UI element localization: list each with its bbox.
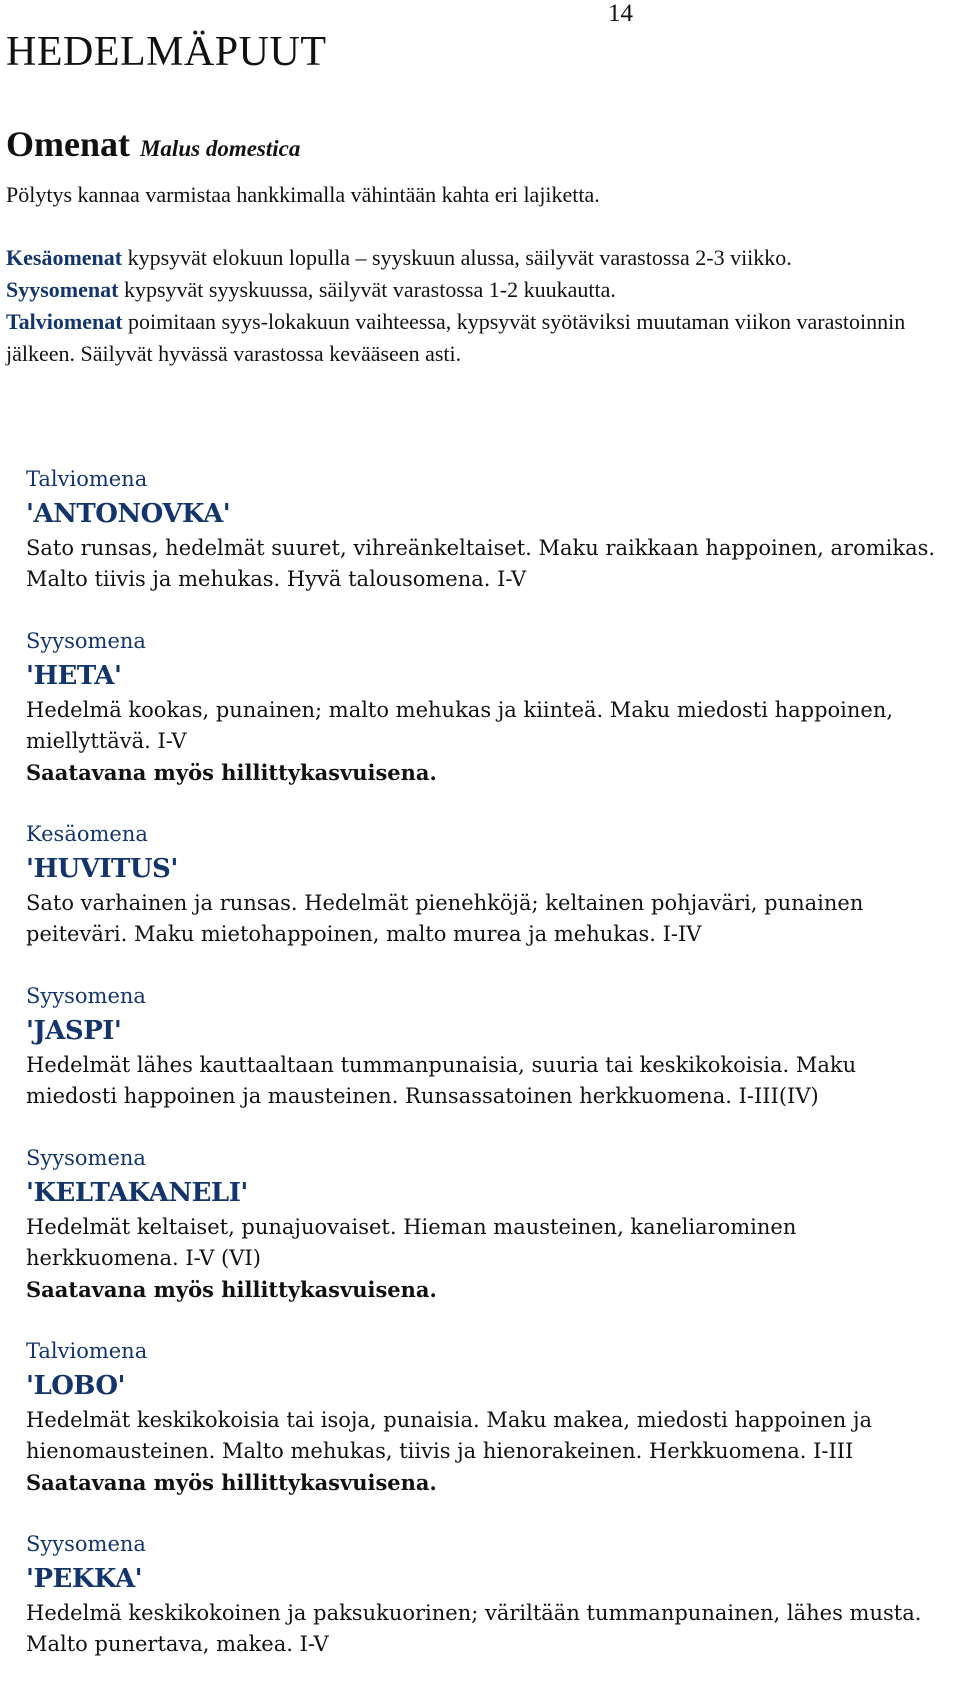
variety-name: 'LOBO' [26,1371,125,1401]
intro-section [6,122,946,370]
variety-availability-note: Saatavana myös hillittykasvuisena. [26,1470,437,1495]
variety-entry [26,625,946,788]
season-text: kypsyvät syyskuussa, säilyvät varastossa 1-2 kuukautta. [118,277,616,302]
section-heading-text: Omenat [6,124,130,164]
variety-entry [26,1142,946,1305]
variety-name: 'JASPI' [26,1016,122,1046]
variety-name: 'ANTONOVKA' [26,499,231,529]
variety-entry [26,818,946,950]
season-note-summer [6,242,946,274]
variety-name: 'HUVITUS' [26,854,178,884]
variety-description: Hedelmä keskikokoinen ja paksukuorinen; väriltään tummanpunainen, lähes musta. Malto punertava, makea. I-V [26,1601,922,1656]
variety-entry [26,980,946,1112]
variety-entry [26,463,946,595]
season-note-autumn [6,274,946,306]
page-title: HEDELMÄPUUT [6,29,327,75]
section-heading [6,122,946,171]
variety-description: Hedelmä kookas, punainen; malto mehukas ja kiinteä. Maku miedosti happoinen, miellyttävä. I-V [26,698,894,753]
variety-description: Hedelmät keltaiset, punajuovaiset. Hieman mausteinen, kaneliarominen herkkuomena. I-V (VI) [26,1215,797,1270]
variety-description: Sato runsas, hedelmät suuret, vihreänkeltaiset. Maku raikkaan happoinen, aromikas. Malto tiivis ja mehukas. Hyvä talousomena. I-V [26,536,936,591]
variety-type: Syysomena [26,1146,146,1170]
variety-description: Hedelmät keskikokoisia tai isoja, punaisia. Maku makea, miedosti happoinen ja hienomausteinen. Malto mehukas, tiivis ja hienorakeinen. Herkkuomena. I-III [26,1408,872,1463]
variety-list [26,463,946,1690]
pollination-note: Pölytys kannaa varmistaa hankkimalla vähintään kahta eri lajiketta. [6,182,600,207]
variety-name: 'HETA' [26,661,122,691]
variety-entry [26,1335,946,1498]
variety-type: Syysomena [26,629,146,653]
variety-type: Talviomena [26,1339,148,1363]
variety-type: Syysomena [26,984,146,1008]
latin-name: Malus domestica [139,136,301,161]
season-term: Kesäomenat [6,245,123,270]
variety-description: Sato varhainen ja runsas. Hedelmät pienehköjä; keltainen pohjaväri, punainen peiteväri. Maku mietohappoinen, malto murea ja mehukas. I-IV [26,891,864,946]
variety-type: Talviomena [26,467,148,491]
variety-type: Kesäomena [26,822,148,846]
season-term: Talviomenat [6,309,123,334]
season-note-winter [6,306,946,370]
variety-description: Hedelmät lähes kauttaaltaan tummanpunaisia, suuria tai keskikokoisia. Maku miedosti happoinen ja mausteinen. Runsassatoinen herkkuomena. I-III(IV) [26,1053,857,1108]
variety-entry [26,1528,946,1660]
season-text: kypsyvät elokuun lopulla – syyskuun alussa, säilyvät varastossa 2-3 viikko. [122,245,792,270]
variety-name: 'KELTAKANELI' [26,1178,248,1208]
variety-type: Syysomena [26,1532,146,1556]
season-term: Syysomenat [6,277,119,302]
season-text: poimitaan syys-lokakuun vaihteessa, kypsyvät syötäviksi muutaman viikon varastoinnin jälkeen. Säilyvät hyvässä varastossa kevääseen asti. [6,309,906,366]
variety-availability-note: Saatavana myös hillittykasvuisena. [26,760,437,785]
variety-name: 'PEKKA' [26,1564,143,1594]
variety-availability-note: Saatavana myös hillittykasvuisena. [26,1277,437,1302]
page-number: 14 [608,0,633,27]
